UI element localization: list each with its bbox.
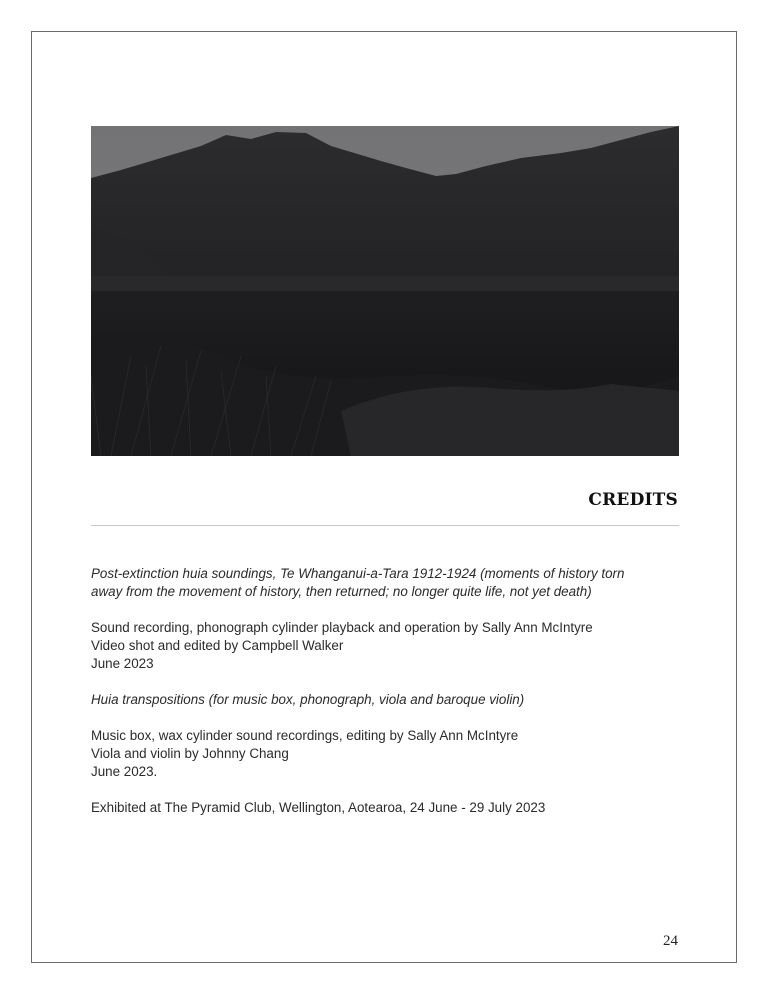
credit-entry (91, 691, 691, 781)
work-title-line: away from the movement of history, then returned; no longer quite life, not yet death) (91, 584, 592, 599)
credit-date: June 2023 (91, 656, 154, 671)
landscape-image (91, 126, 679, 456)
credit-line: Video shot and edited by Campbell Walker (91, 638, 344, 653)
credit-line: Music box, wax cylinder sound recordings, editing by Sally Ann McIntyre (91, 728, 519, 743)
page-number: 24 (663, 933, 678, 949)
landscape-photo (91, 126, 679, 456)
credit-line: Viola and violin by Johnny Chang (91, 746, 289, 761)
credits-heading: CREDITS (588, 490, 678, 510)
credits-body (91, 565, 691, 817)
exhibition-note: Exhibited at The Pyramid Club, Wellington, Aotearoa, 24 June - 29 July 2023 (91, 800, 546, 815)
credit-date: June 2023. (91, 764, 158, 779)
divider (91, 525, 679, 526)
work-title-line: Post-extinction huia soundings, Te Whanganui-a-Tara 1912-1924 (moments of history torn (91, 566, 625, 581)
credit-entry (91, 565, 691, 673)
work-title-line: Huia transpositions (for music box, phonograph, viola and baroque violin) (91, 692, 525, 707)
credit-line: Sound recording, phonograph cylinder playback and operation by Sally Ann McIntyre (91, 620, 593, 635)
